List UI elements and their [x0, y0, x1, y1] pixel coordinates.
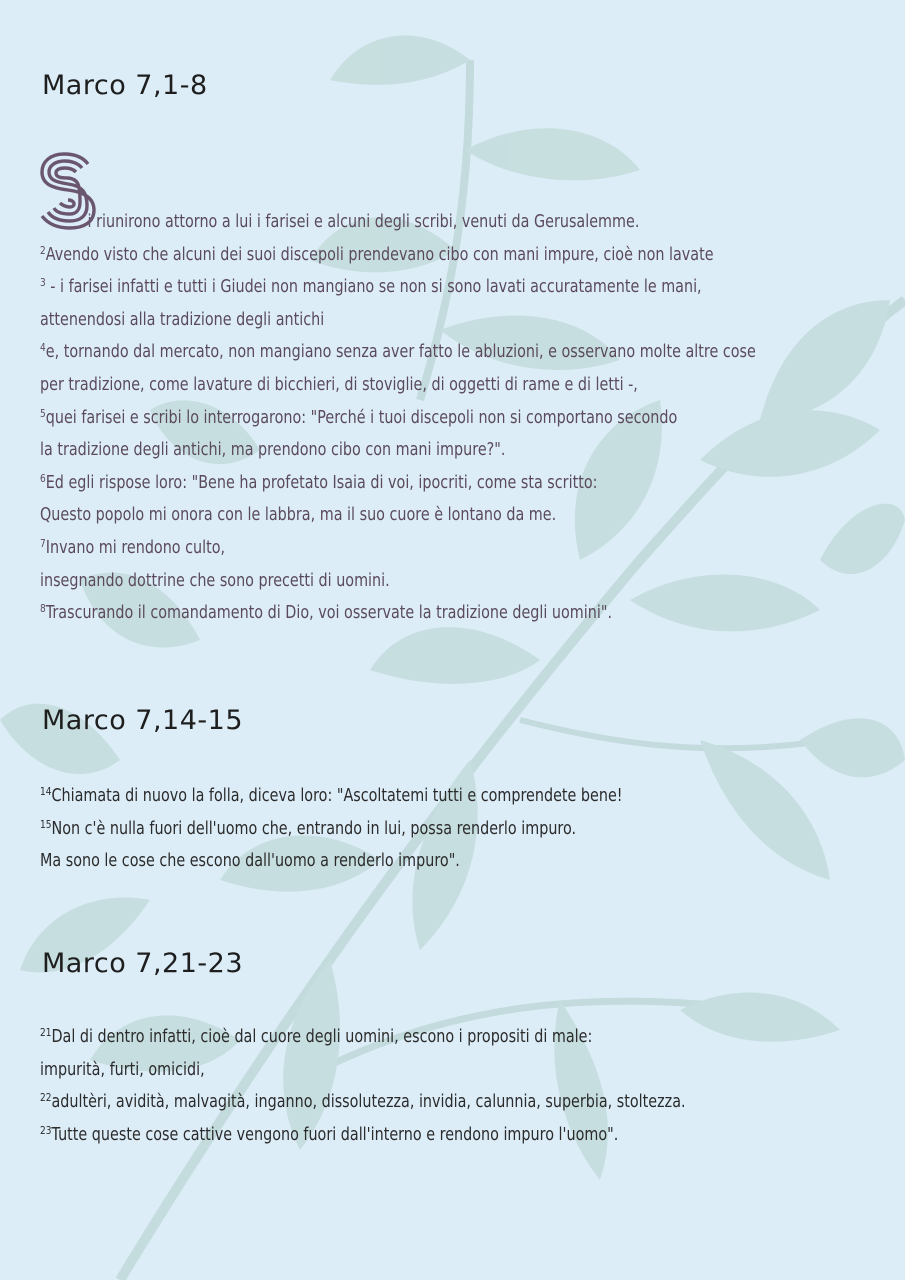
verse-line: i riunirono attorno a lui i farisei e alcuni degli scribi, venuti da Gerusalemme.	[87, 212, 640, 232]
verse-line: $^{22}$adultèri, avidità, malvagità, inganno, dissolutezza, invidia, calunnia, superbia, stoltezza.	[40, 1091, 686, 1113]
ornamental-dropcap-s	[38, 150, 98, 230]
verse-line: $^2$Avendo visto che alcuni dei suoi discepoli prendevano cibo con mani impure, cioè non lavate	[40, 243, 714, 265]
passage-marco-7-1-8	[40, 206, 756, 630]
verse-line: impurità, furti, omicidi,	[40, 1059, 205, 1080]
verse-line: Questo popolo mi onora con le labbra, ma il suo cuore è lontano da me.	[40, 505, 557, 526]
verse-line: $^{21}$Dal di dentro infatti, cioè dal cuore degli uomini, escono i propositi di male:	[40, 1026, 593, 1047]
verse-line: insegnando dottrine che sono precetti di uomini.	[40, 570, 390, 591]
passage-marco-7-14-15	[40, 780, 729, 878]
section-heading-marco-7-14-15: Marco 7,14-15	[42, 705, 244, 736]
section-heading-marco-7-1-8: Marco 7,1-8	[42, 70, 208, 101]
verse-line: $^6$Ed egli rispose loro: "Bene ha profetato Isaia di voi, ipocriti, come sta scritto:	[40, 471, 598, 493]
verse-line: $^8$Trascurando il comandamento di Dio, voi osservate la tradizione degli uomini".	[40, 602, 613, 624]
verse-line: la tradizione degli antichi, ma prendono cibo con mani impure?".	[40, 440, 506, 461]
verse-line: $^5$quei farisei e scribi lo interrogarono: "Perché i tuoi discepoli non si comportano secondo	[40, 406, 678, 428]
verse-line: $^4$e, tornando dal mercato, non mangiano senza aver fatto le abluzioni, e osservano molte altre cose	[40, 341, 756, 363]
verse-line: attenendosi alla tradizione degli antichi	[40, 309, 325, 330]
verse-line: $^{14}$Chiamata di nuovo la folla, diceva loro: "Ascoltatemi tutti e comprendete bene!	[40, 785, 623, 806]
verse-line: per tradizione, come lavature di bicchieri, di stoviglie, di oggetti di rame e di letti -,	[40, 374, 638, 395]
verse-line: $^{23}$Tutte queste cose cattive vengono fuori dall'interno e rendono impuro l'uomo".	[40, 1123, 619, 1145]
verse-line: Ma sono le cose che escono dall'uomo a renderlo impuro".	[40, 851, 460, 872]
verse-line: $^7$Invano mi rendono culto,	[40, 536, 226, 558]
section-heading-marco-7-21-23: Marco 7,21-23	[42, 948, 244, 979]
passage-marco-7-21-23	[40, 1021, 729, 1151]
verse-line: $^3$ - i farisei infatti e tutti i Giudei non mangiano se non si sono lavati accuratamente le mani,	[40, 276, 702, 298]
verse-line: $^{15}$Non c'è nulla fuori dell'uomo che, entrando in lui, possa renderlo impuro.	[40, 817, 577, 839]
